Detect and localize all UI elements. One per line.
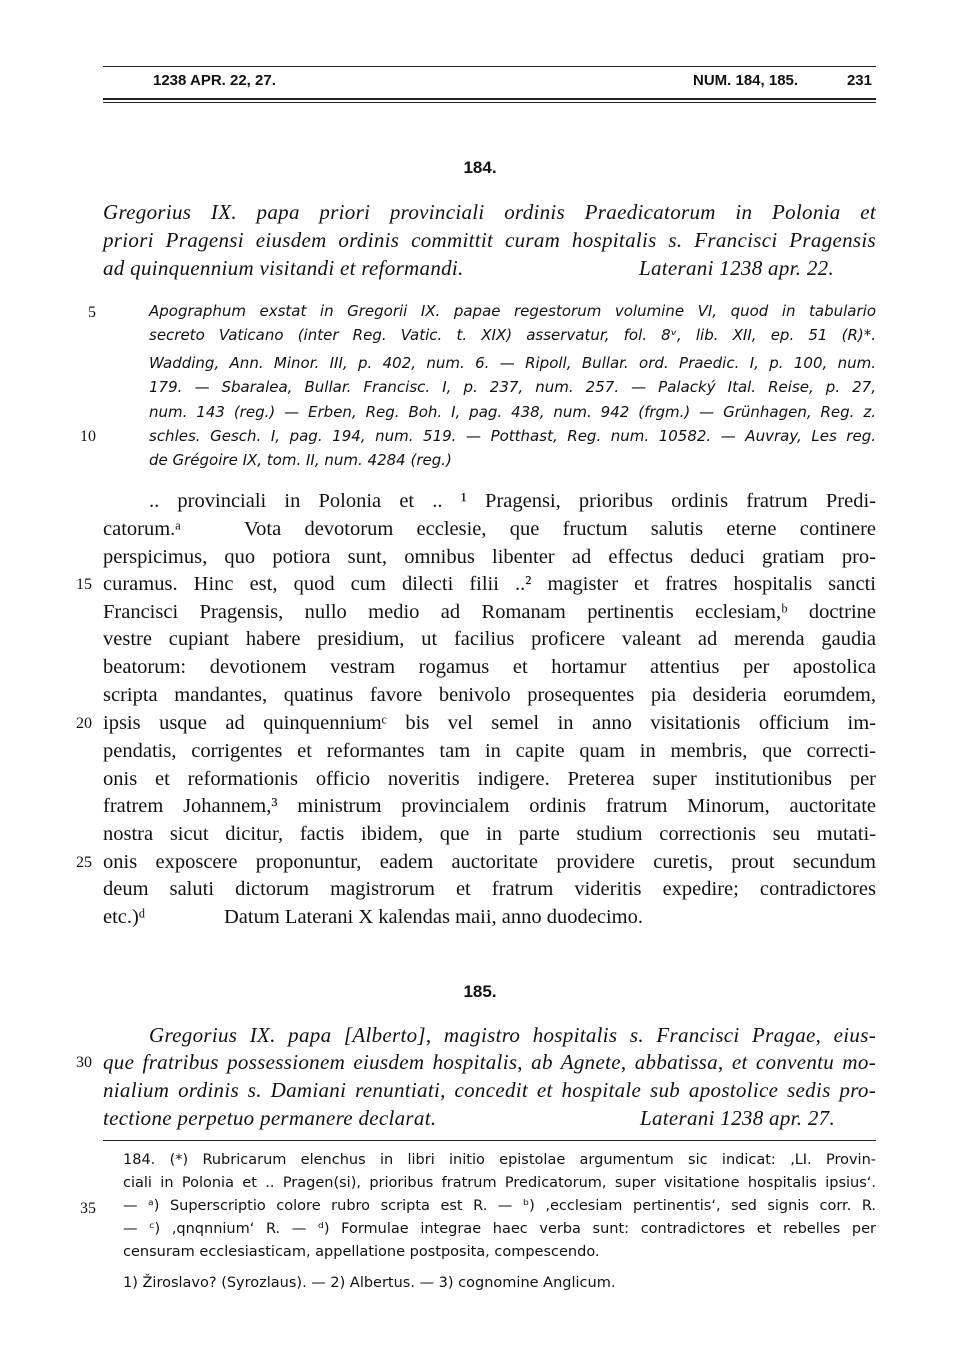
- line-number: 5: [88, 304, 96, 321]
- footnote-line: — ᶜ) ‚qnqnnium‘ R. — ᵈ) Formulae integrae haec verba sunt: contradictores et rebelles per: [123, 1221, 876, 1237]
- regest-line: ad quinquennium visitandi et reformandi.: [103, 256, 464, 280]
- regest-date: Laterani 1238 apr. 27.: [640, 1106, 836, 1130]
- apparatus-line: num. 143 (reg.) — Erben, Reg. Boh. I, pag. 438, num. 942 (frgm.) — Grünhagen, Reg. z.: [149, 403, 876, 421]
- text-line: deum saluti dictorum magistrorum et fratrum videritis expedire; contradictores: [103, 878, 876, 900]
- regest-line: tectione perpetuo permanere declarat.: [103, 1106, 437, 1130]
- text-line: nostra sicut dicitur, factis ibidem, que in parte studium correctionis seu mutati-: [103, 823, 876, 845]
- text-line: catorum.ᵃ: [103, 518, 181, 540]
- line-number: 15: [76, 576, 92, 593]
- text-line: curamus. Hinc est, quod cum dilecti filii ..² magister et fratres hospitalis sancti: [103, 573, 876, 595]
- text-line: fratrem Johannem,³ ministrum provincialem ordinis fratrum Minorum, auctoritate: [103, 795, 876, 817]
- running-head-date: 1238 APR. 22, 27.: [153, 72, 276, 89]
- top-rule: [103, 66, 876, 67]
- page-number: 231: [846, 72, 872, 89]
- apparatus-line: 179. — Sbaralea, Bullar. Francisc. I, p. 237, num. 257. — Palacký Ital. Reise, p. 27,: [149, 378, 876, 396]
- regest-line: que fratribus possessionem eiusdem hospitalis, ab Agnete, abbatissa, et conventu mo-: [103, 1050, 876, 1074]
- regest-date: Laterani 1238 apr. 22.: [639, 256, 835, 280]
- numbered-notes: 1) Žiroslavo? (Syrozlaus). — 2) Albertus. — 3) cognomine Anglicum.: [123, 1275, 616, 1291]
- text-line: ipsis usque ad quinquenniumᶜ bis vel semel in anno visitationis officium im-: [103, 712, 876, 734]
- text-line: onis et reformationis officio noveritis indigere. Preterea super institutionibus per: [103, 768, 876, 790]
- line-number: 35: [80, 1200, 96, 1217]
- document-number-185: 185.: [463, 982, 497, 1001]
- text-line: Vota devotorum ecclesie, que fructum salutis eterne continere: [244, 518, 876, 540]
- apparatus-line: Apographum exstat in Gregorii IX. papae regestorum volumine VI, quod in tabulario: [149, 302, 876, 320]
- text-line: vestre cupiant habere presidium, ut facilius proficere valeant ad merenda gaudia: [103, 628, 876, 650]
- text-line: pendatis, corrigentes et reformantes tam in capite quam in membris, que correcti-: [103, 740, 876, 762]
- text-line: Francisci Pragensis, nullo medio ad Romanam pertinentis ecclesiam,ᵇ doctrine: [103, 601, 876, 623]
- footnote-line: ciali in Polonia et .. Pragen(si), prioribus fratrum Predicatorum, super visitatione hospitalis ipsius‘.: [123, 1175, 876, 1191]
- footnote-line: censuram ecclesiasticam, appellatione postposita, compescendo.: [123, 1244, 600, 1260]
- apparatus-line: de Grégoire IX, tom. II, num. 4284 (reg.): [149, 451, 452, 469]
- line-number: 30: [76, 1054, 92, 1071]
- line-number: 20: [76, 715, 92, 732]
- running-head-numbers: NUM. 184, 185.: [693, 72, 799, 89]
- line-number: 25: [76, 854, 92, 871]
- footnote-line: 184. (*) Rubricarum elenchus in libri initio epistolae argumentum sic indicat: ‚LI. Provin-: [123, 1152, 876, 1168]
- dating-clause: Datum Laterani X kalendas maii, anno duodecimo.: [224, 906, 643, 928]
- apparatus-line: schles. Gesch. I, pag. 194, num. 519. — Potthast, Reg. num. 10582. — Auvray, Les reg.: [149, 427, 876, 445]
- running-head: [103, 70, 876, 92]
- footnote-line: — ᵃ) Superscriptio colore rubro scripta est R. — ᵇ) ‚ecclesiam pertinentis‘, sed signis corr. R.: [123, 1198, 876, 1214]
- text-line: etc.)ᵈ: [103, 906, 146, 928]
- document-number-184: 184.: [463, 158, 497, 177]
- text-line: perspicimus, quo potiora sunt, omnibus libenter ad effectus deduci gratiam pro-: [103, 546, 876, 568]
- head-rule-lower: [103, 102, 876, 103]
- line-number: 10: [80, 428, 96, 445]
- text-line: beatorum: devotionem vestram rogamus et hortamur attentius per apostolica: [103, 656, 876, 678]
- regest-line: Gregorius IX. papa priori provinciali ordinis Praedicatorum in Polonia et: [103, 200, 876, 224]
- footnote-rule: [103, 1140, 876, 1141]
- text-line: onis exposcere proponuntur, eadem auctoritate providere curetis, prout secundum: [103, 851, 876, 873]
- head-rule-upper: [103, 98, 876, 100]
- text-line: .. provinciali in Polonia et .. ¹ Pragensi, prioribus ordinis fratrum Predi-: [149, 490, 876, 512]
- regest-line: Gregorius IX. papa [Alberto], magistro hospitalis s. Francisci Pragae, eius-: [149, 1023, 876, 1047]
- apparatus-line: Wadding, Ann. Minor. III, p. 402, num. 6. — Ripoll, Bullar. ord. Praedic. I, p. 100, num.: [149, 354, 876, 372]
- text-line: scripta mandantes, quatinus favore benivolo prosequentes pia desideria eorumdem,: [103, 684, 876, 706]
- apparatus-line: secreto Vaticano (inter Reg. Vatic. t. XIX) asservatur, fol. 8ᵛ, lib. XII, ep. 51 (R)*.: [149, 326, 876, 344]
- regest-line: nialium ordinis s. Damiani renuntiati, concedit et hospitale sub apostolice sedis pro-: [103, 1078, 876, 1102]
- regest-line: priori Pragensi eiusdem ordinis committit curam hospitalis s. Francisci Pragensis: [103, 228, 876, 252]
